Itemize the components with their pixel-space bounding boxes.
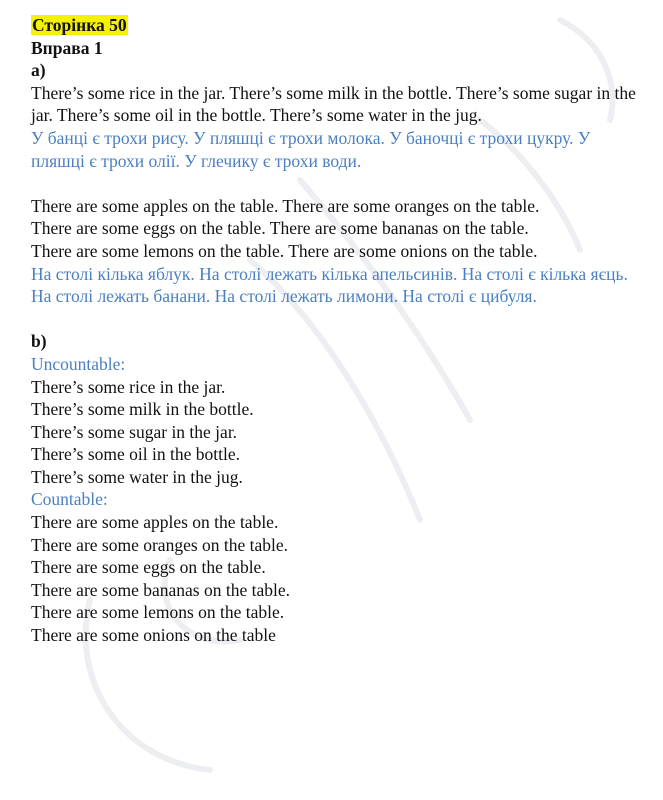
uncountable-heading: Uncountable: (31, 353, 126, 374)
countable-item: There are some eggs on the table. (31, 557, 266, 578)
page-number-line (31, 14, 641, 37)
uncountable-item: There’s some rice in the jar. (31, 376, 226, 397)
countable-item: There are some lemons on the table. (31, 602, 285, 623)
part-a-paragraph2-line: There are some eggs on the table. There are some bananas on the table. (31, 218, 529, 239)
uncountable-item: There’s some water in the jug. (31, 466, 243, 487)
part-a-paragraph2-line: There are some lemons on the table. There are some onions on the table. (31, 240, 538, 261)
countable-item: There are some onions on the table (31, 625, 276, 646)
uncountable-item: There’s some milk in the bottle. (31, 399, 254, 420)
countable-item: There are some apples on the table. (31, 512, 279, 533)
uncountable-item: There’s some oil in the bottle. (31, 444, 240, 465)
uncountable-item: There’s some sugar in the jar. (31, 421, 238, 442)
page-number: Сторінка 50 (32, 15, 127, 35)
exercise-title: Вправа 1 (31, 37, 103, 58)
part-a-paragraph2-ukrainian: На столі кілька яблук. На столі лежать кілька апельсинів. На столі є кілька яєць. На столі лежать банани. На столі лежать лимони. На столі є цибуля. (31, 263, 628, 307)
part-b-label: b) (31, 331, 47, 352)
document-page (31, 14, 641, 647)
spacer (31, 308, 641, 331)
part-a-paragraph1-ukrainian: У банці є трохи рису. У пляшці є трохи молока. У баночці є трохи цукру. У пляшці є трохи олії. У глечику є трохи води. (31, 127, 591, 171)
countable-heading: Countable: (31, 489, 108, 510)
spacer (31, 172, 641, 195)
part-a-paragraph2-line: There are some apples on the table. There are some oranges on the table. (31, 195, 540, 216)
part-a-label: а) (31, 60, 46, 81)
countable-item: There are some bananas on the table. (31, 579, 290, 600)
part-a-paragraph1-english: There’s some rice in the jar. There’s some milk in the bottle. There’s some sugar in the jar. There’s some oil in the bottle. There’s some water in the jug. (31, 82, 636, 126)
countable-item: There are some oranges on the table. (31, 534, 289, 555)
